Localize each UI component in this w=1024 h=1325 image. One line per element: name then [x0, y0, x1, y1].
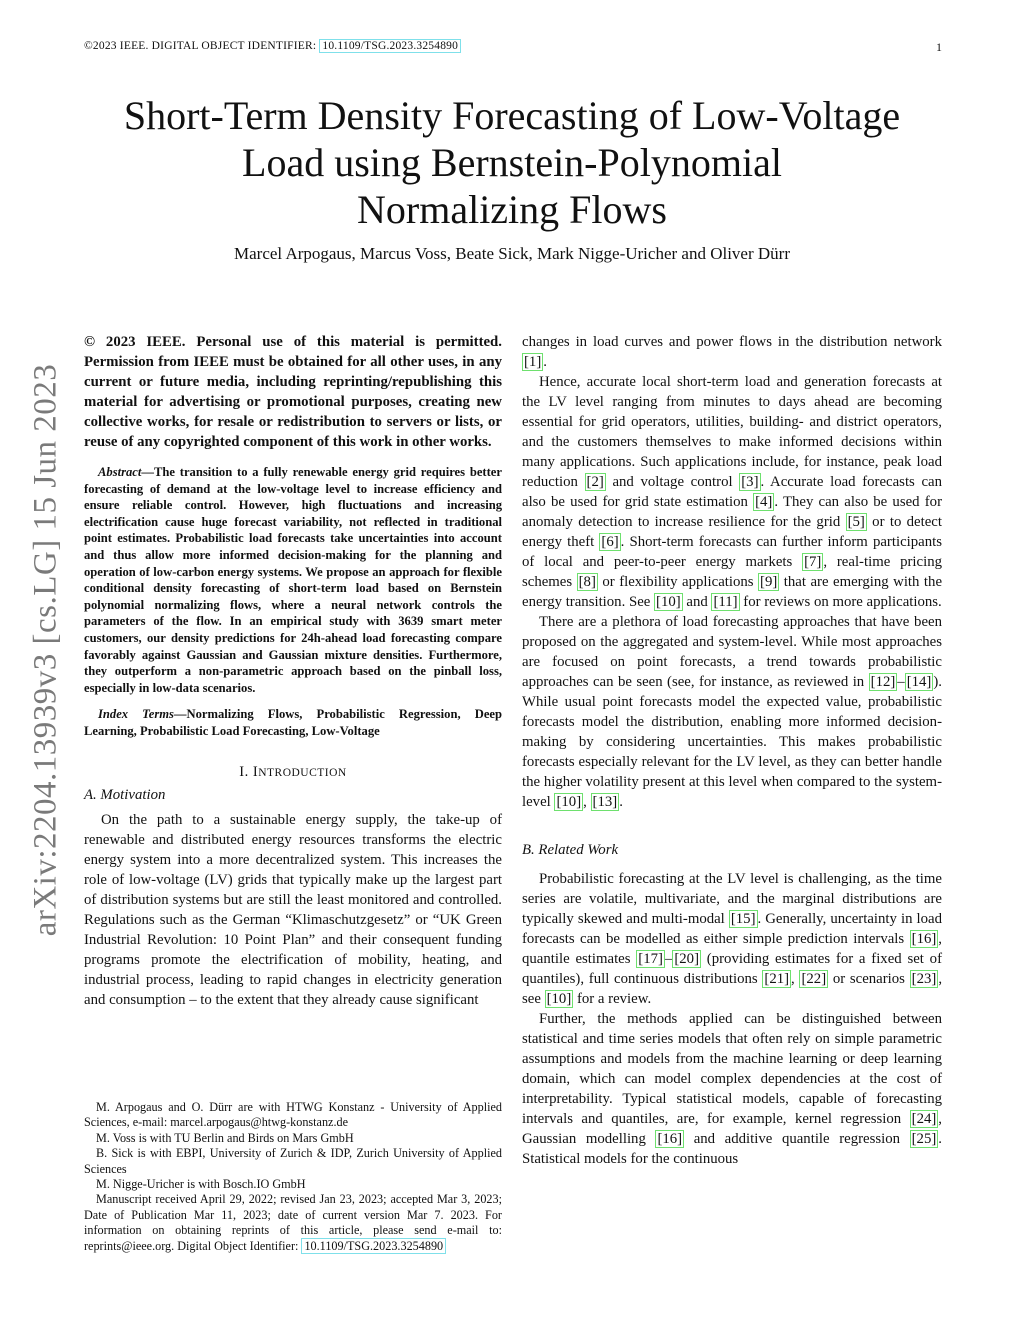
abstract [84, 464, 502, 696]
citation-link[interactable]: [24] [911, 1111, 937, 1127]
header-doi-link[interactable]: 10.1109/TSG.2023.3254890 [319, 39, 461, 53]
text-run: . Accurate load forecasts can also be used for grid state estimation [522, 474, 942, 510]
index-terms-text: —Normalizing Flows, Probabilistic Regression, Deep Learning, Probabilistic Load Forecasting, Low-Voltage [84, 707, 502, 738]
text-run: , Gaussian modelling [522, 1111, 942, 1147]
citation-link[interactable]: [22] [801, 971, 827, 987]
text-run: , see [522, 971, 943, 1007]
title-line-3: Normalizing Flows [357, 187, 667, 232]
text-run: changes in load curves and power flows in the distribution network [522, 334, 942, 350]
paper-title [84, 92, 940, 233]
citation-link[interactable]: [20] [674, 951, 700, 967]
text-run: , [791, 971, 800, 987]
text-run: . Generally, uncertainty in load forecasts can be modelled as either simple prediction intervals [522, 911, 942, 947]
citation-link[interactable]: [10] [546, 991, 572, 1007]
footnote-1: M. Arpogaus and O. Dürr are with HTWG Konstanz - University of Applied Sciences, e-mail: marcel.arpogaus@htwg-konstanz.de [84, 1100, 502, 1130]
citation-link[interactable]: [16] [657, 1131, 683, 1147]
citation-link[interactable]: [2] [586, 474, 604, 490]
subsection-heading-related-work: B. Related Work [522, 842, 619, 858]
text-run: for reviews on more applications. [739, 594, 942, 610]
footnotes [84, 1100, 502, 1254]
citation-link[interactable]: [3] [741, 474, 759, 490]
section-title-initial: I [252, 763, 259, 780]
citation-link[interactable]: [17] [638, 951, 663, 967]
running-header [84, 40, 461, 52]
text-run: – [897, 674, 905, 690]
text-run: or flexibility applications [597, 574, 759, 590]
citation-link[interactable]: [16] [911, 931, 937, 947]
manuscript-note-text: Manuscript received April 29, 2022; revised Jan 23, 2023; accepted Mar 3, 2023; Date of Publication Mar 11, 2023; date of current version Mar 7. 2023. For information on obtaining reprints of this article, please send e-mail to: reprints@ieee.org. Digital Object Identifier: [84, 1192, 502, 1253]
citation-link[interactable]: [8] [578, 574, 596, 590]
paragraph-related-work [522, 869, 942, 1009]
citation-link[interactable]: [21] [764, 971, 790, 987]
motivation-paragraph: On the path to a sustainable energy supply, the take-up of renewable and distributed energy resources transforms the electric energy system into a more decentralized system. This increases the role of low-voltage (LV) grids that typically make up the largest part of distribution systems but are still the least monitored and controlled. Regulations such as the German “Klimaschutzgesetz” or “UK Green Industrial Revolution: 10 Point Plan” and their consequent funding programs promote the electrification of mobility, heating, and industrial process, leading to rapid changes in electricity generation and consumption – to the extent that they already cause significant [84, 811, 502, 1008]
text-run: Hence, accurate local short-term load and generation forecasts at the LV level ranging from minutes to days ahead are becoming essential for grid operators, utilities, building- and district operators, and the customers themselves to make informed decisions within many applications. Such applications include, for instance, peak load reduction [522, 374, 942, 490]
citation-link[interactable]: [10] [656, 594, 681, 610]
text-run: or to detect energy theft [522, 514, 942, 550]
citation-link[interactable]: [6] [601, 534, 619, 550]
footnote-4: M. Nigge-Uricher is with Bosch.IO GmbH [96, 1177, 306, 1192]
text-run: There are a plethora of load forecasting approaches that have been proposed on the aggregated and system-level. While most approaches are focused on point forecasts, a trend towards probabilistic approaches can be seen (see, for instance, as reviewed in [522, 614, 942, 690]
text-run: or scenarios [828, 971, 910, 987]
index-terms [84, 706, 502, 739]
section-title-rest: NTRODUCTION [258, 766, 347, 779]
text-run: and voltage control [605, 474, 740, 490]
citation-link[interactable]: [1] [524, 354, 542, 370]
text-run: . Short-term forecasts can further inform participants of local and peer-to-peer energy markets [522, 534, 942, 570]
arxiv-stamp [16, 360, 76, 940]
text-run: that are emerging with the energy transition. See [522, 574, 943, 610]
abstract-label: Abstract [98, 465, 142, 479]
manuscript-note [84, 1192, 502, 1254]
footnote-doi-link[interactable]: 10.1109/TSG.2023.3254890 [301, 1238, 446, 1254]
section-heading-introduction [84, 764, 502, 781]
text-run: , quantile estimates [522, 931, 942, 967]
title-line-2: Load using Bernstein-Polynomial [242, 140, 782, 185]
copyright-notice: © 2023 IEEE. Personal use of this material is permitted. Permission from IEEE must be obtained for all other uses, in any current or future media, including reprinting/republishing this material for advertising or promotional purposes, creating new collective works, for resale or redistribution to servers or lists, or reuse of any copyrighted component of this work in other works. [84, 334, 502, 450]
paragraph-continued [522, 332, 942, 372]
text-run: Further, the methods applied can be distinguished between statistical and time series models that often rely on simple parametric assumptions and models from the machine learning or deep learning domain, which can model complex dependencies at the cost of interpretability. Typical statistical models, capable of forecasting intervals and quantiles, are, for example, kernel regression [522, 1011, 942, 1127]
text-run: . They can also be used for anomaly detection to increase resilience for the grid [522, 494, 942, 530]
right-column [522, 332, 942, 1169]
text-run: – [664, 951, 673, 967]
text-run: . Statistical models for the continuous [522, 1131, 942, 1167]
text-run: ). While usual point forecasts model the expected value, probabilistic forecasts model the distribution, enabling more informed decision-making by considering uncertainties. This makes probabilistic forecasts especially relevant for the LV level, as they can better handle the higher volatility present at this level when compared to the system-level [522, 674, 942, 810]
citation-link[interactable]: [9] [760, 574, 778, 590]
paragraph-applications [522, 372, 942, 612]
citation-link[interactable]: [7] [804, 554, 822, 570]
citation-link[interactable]: [15] [730, 911, 756, 927]
citation-link[interactable]: [14] [906, 674, 932, 690]
citation-link[interactable]: [4] [755, 494, 773, 510]
paragraph-approaches [522, 612, 942, 812]
citation-link[interactable]: [11] [713, 594, 738, 610]
text-run: Probabilistic forecasting at the LV level is challenging, as the time series are volatile, multivariate, and the marginal distributions are typically skewed and multi-modal [522, 871, 942, 927]
subsection-heading-motivation: A. Motivation [84, 786, 166, 803]
citation-link[interactable]: [5] [847, 514, 865, 530]
text-run: for a review. [573, 991, 652, 1007]
citation-link[interactable]: [13] [592, 794, 618, 810]
text-run: and [682, 594, 712, 610]
footnote-2: M. Voss is with TU Berlin and Birds on Mars GmbH [96, 1130, 354, 1145]
section-numeral: I. [239, 763, 253, 780]
title-line-1: Short-Term Density Forecasting of Low-Voltage [123, 93, 901, 138]
text-run: (providing estimates for a fixed set of quantiles), full continuous distributions [522, 951, 942, 987]
text-run: , [583, 794, 591, 810]
citation-link[interactable]: [12] [870, 674, 896, 690]
citation-link[interactable]: [23] [911, 971, 937, 987]
text-run: and additive quantile regression [684, 1131, 910, 1147]
header-prefix: ©2023 IEEE. DIGITAL OBJECT IDENTIFIER: [84, 40, 320, 52]
footnote-3: B. Sick is with EBPI, University of Zurich & IDP, Zurich University of Applied Sciences [84, 1146, 502, 1176]
arxiv-stamp-text: arXiv:2204.13939v3 [cs.LG] 15 Jun 2023 [27, 363, 64, 937]
citation-link[interactable]: [25] [911, 1131, 937, 1147]
text-run: , real-time pricing schemes [522, 554, 942, 590]
text-run: . [619, 794, 623, 810]
citation-link[interactable]: [10] [556, 794, 582, 810]
spacer [522, 812, 942, 830]
text-run: . [543, 354, 547, 370]
abstract-text: —The transition to a fully renewable energy grid requires better forecasting of demand at the low-voltage level to increase efficiency and ensure reliable control. However, high fluctuations and increasing electrification cause huge forecast variability, not reflected in traditional point estimates. Probabilistic load forecasts take uncertainties into account and thus allow more informed decision-making for the planning and operation of low-carbon energy systems. We propose an approach for flexible conditional density forecasting of short-term load based on Bernstein polynomial normalizing flows, where a neural network controls the parameters of the flow. In an empirical study with 3639 smart meter customers, our density predictions for 24h-ahead load forecasting compare favorably against Gaussian and Gaussian mixture densities. Furthermore, they outperform a non-parametric approach based on the pinball loss, especially in low-data scenarios. [84, 465, 502, 695]
left-column [84, 332, 502, 1010]
page-number: 1 [936, 40, 942, 54]
paragraph-methods [522, 1009, 942, 1169]
author-list: Marcel Arpogaus, Marcus Voss, Beate Sick, Mark Nigge-Uricher and Oliver Dürr [234, 244, 790, 263]
index-terms-label: Index Terms [98, 707, 174, 722]
